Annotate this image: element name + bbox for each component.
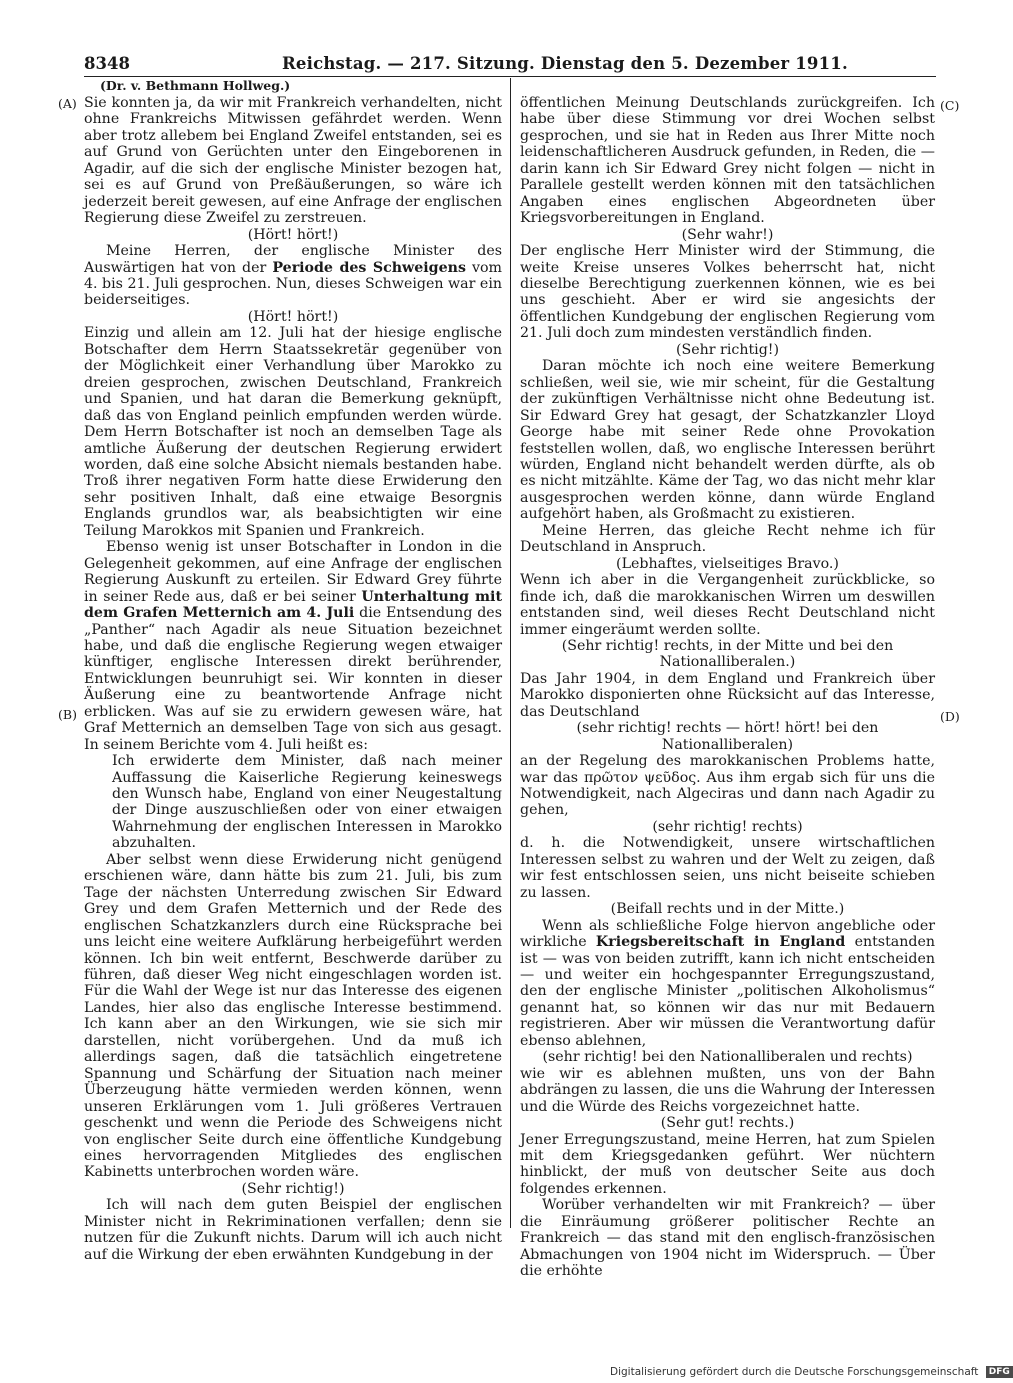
interjection: (Sehr richtig! rechts, in der Mitte und bei den Nationalliberalen.) [561,637,894,671]
text-run: entstanden ist — was von beiden zutrifft, kann ich nicht entscheiden — und weiter ein hochgespannter Erregungszustand, den der englische Minister „politischen Alkoholismus“ genannt hat, so können wir das nur mit Bedauern registrieren. Aber wir müssen die Verantwortung dafür ebenso ablehnen, [520,934,935,1049]
right-column [520,95,935,1280]
interjection: (Beifall rechts und in der Mitte.) [610,901,845,918]
interjection: (Sehr richtig!) [241,1180,345,1197]
dfg-logo: DFG [986,1366,1013,1378]
interjection: (Sehr gut! rechts.) [660,1115,795,1132]
paragraph: Der englische Herr Minister wird der Stimmung, die weite Kreise unseres Volkes beherrscht hat, nicht dieselbe Berechtigung zuerkennen können, wie es bei uns geschieht. Aber er wird sie angesichts der öffentlichen Kundgebung der englischen Regierung vom 21. Juli doch zum mindesten verständlich finden. [520,243,935,342]
paragraph: öffentlichen Meinung Deutschlands zurückgreifen. Ich habe über diese Stimmung vor drei Wochen selbst gesprochen, und sie hat in Reden aus Ihrer Mitte noch leidenschaftlicheren Ausdruck gefunden, in Reden, die — darin kann ich Sir Edward Grey nicht folgen — nicht in Parallele gestellt werden können mit den tatsächlichen Angaben eines englischen Abgeordneten über Kriegsvorbereitungen in England. [520,95,935,227]
block-quote: Ich erwiderte dem Minister, daß nach meiner Auffassung die Kaiserliche Regierung keineswegs den Wunsch habe, England von einer Neugestaltung der Dinge auszuschließen oder von einer etwaigen Wahrnehmung der englischen Interessen in Marokko abzuhalten. [112,753,502,852]
text-run: vom 4. bis 21. Juli gesprochen. Nun, dieses Schweigen war ein beiderseitiges. [84,259,503,309]
margin-marker-c: (C) [940,98,960,113]
paragraph: Jener Erregungszustand, meine Herren, hat zum Spielen mit dem Kriegsgedanken geführt. Wer nüchtern hinblickt, der muß von deutscher Seite aus doch folgendes erkennen. [520,1131,935,1197]
paragraph [520,918,935,1050]
paragraph: Meine Herren, das gleiche Recht nehme ich für Deutschland in Anspruch. [520,522,935,556]
header-rule [84,76,936,77]
emphasis: Unterhaltung mit dem Grafen Metternich am 4. Juli [84,588,502,622]
paragraph: Einzig und allein am 12. Juli hat der hiesige englische Botschafter dem Herrn Staatssekretär gegenüber von der Möglichkeit einer Verhandlung über Marokko zu dreien gesprochen, zwischen Deutschland, Frankreich und Spanien, und hat daran die Bemerkung geknüpft, daß das von England peinlich empfunden werden würde. Dem Herrn Botschafter ist noch an demselben Tage als amtliche Äußerung der deutschen Regierung erwidert worden, daß eine solche Absicht niemals bestanden habe. Troß ihrer negativen Form hatte diese Erwiderung den sehr positiven Inhalt, daß eine etwaige Besorgnis Englands grundlos war, als beabsichtigten wir eine Teilung Marokkos mit Spanien und Frankreich. [84,325,502,539]
interjection: (Lebhaftes, vielseitiges Bravo.) [616,555,839,572]
interjection: (Hört! hört!) [247,226,339,243]
paragraph [84,243,502,309]
margin-marker-d: (D) [940,709,960,724]
paragraph: Sie konnten ja, da wir mit Frankreich verhandelten, nicht ohne Frankreichs Mitwissen gefährdet werden. Wenn aber trotz allebem bei England Zweifel entstanden, sei es auf Grund von Gerüchten unter den Eingeborenen in Agadir, auf die sich der englische Minister bezogen hat, sei es auf Grund von Preßäußerungen, so wäre ich jederzeit bereit gewesen, auf eine Anfrage der englischen Regierung diese Zweifel zu zerstreuen. [84,95,502,227]
margin-marker-a: (A) [58,96,77,111]
paragraph: Worüber verhandelten wir mit Frankreich? — über die Einräumung größerer politischer Rechte an Frankreich — das stand mit den englisch-französischen Abmachungen von 1904 nicht im Widerspruch. — Über die erhöhte [520,1197,935,1280]
margin-marker-b: (B) [58,707,77,722]
page-number: 8348 [84,54,130,73]
interjection: (sehr richtig! bei den Nationalliberalen und rechts) [542,1049,913,1066]
text-run: Meine Herren, der englische Minister des Auswärtigen hat von der [84,243,502,276]
footer-credit [610,1366,1013,1378]
interjection: (Hört! hört!) [247,308,339,325]
interjection: (Sehr wahr!) [681,226,774,243]
interjection: (Sehr richtig!) [675,341,780,358]
paragraph [84,539,502,753]
interjection: (sehr richtig! rechts — hört! hört! bei den Nationalliberalen) [576,720,879,753]
text-run: die Entsendung des „Panther“ nach Agadir als neue Situation bezeichnet habe, und daß die englische Regierung wegen etwaiger künftiger, englische Interessen direkt berührender, Entwicklungen beunruhigt sei. Wir konnten in dieser Äußerung eine zu beantwortende Anfrage nicht erblicken. Was auf sie zu erwidern gewesen wäre, hat Graf Metternich an demselben Tage von sich aus gesagt. In seinem Berichte vom 4. Juli heißt es: [84,605,502,753]
footer-text: Digitalisierung gefördert durch die Deutsche Forschungsgemeinschaft [610,1366,979,1378]
text-run: Wenn als schließliche Folge hiervon angebliche oder wirkliche [520,917,935,951]
emphasis: Periode des Schweigens [272,259,466,276]
left-column [84,95,502,1263]
emphasis: Kriegsbereitschaft in England [595,934,846,951]
paragraph: Aber selbst wenn diese Erwiderung nicht genügend erschienen wäre, dann hätte bis zum 21. Juli, bis zum Tage der nächsten Unterredung zwischen Sir Edward Grey und dem Grafen Metternich und der Rede des englischen Schatzkanzlers durch eine Rücksprache bei uns leicht eine weitere Aufklärung herbeigeführt werden können. Ich bin weit entfernt, Beschwerde darüber zu führen, daß dieser Weg nicht eingeschlagen worden ist. Für die Wahl der Wege ist nur das Interesse des eigenen Landes, hier also das englische Interesse bestimmend. Ich kann aber an den Wirkungen, wie sie sich mir darstellen, nicht vorübergehen. Und da muß ich allerdings sagen, daß die tatsächlich eingetretene Spannung und Schärfung der Situation nach meiner Überzeugung hätte vermieden werden können, wenn unseren Erklärungen vom 1. Juli größeres Vertrauen geschenkt und wenn die Periode des Schweigens nicht von englischer Seite durch eine öffentliche Kundgebung eines hervorragenden Mitgliedes des englischen Kabinetts unterbrochen worden wäre. [84,851,502,1181]
column-divider [510,78,511,1228]
paragraph: Das Jahr 1904, in dem England und Frankreich über Marokko disponierten ohne Rücksicht auf das Interesse, das Deutschland [520,670,935,720]
paragraph: Wenn ich aber in die Vergangenheit zurückblicke, so finde ich, daß die marokkanischen Wirren um deswillen entstanden sind, weil dieses Recht Deutschland nicht immer eingeräumt werden sollte. [520,572,935,638]
header-title: Reichstag. — 217. Sitzung. Dienstag den 5. Dezember 1911. [282,54,848,73]
paragraph: wie wir es ablehnen mußten, uns von der Bahn abdrängen zu lassen, die uns die Wahrung der Interessen und die Würde des Reichs vorgezeichnet hatte. [520,1065,935,1115]
speaker-label: (Dr. v. Bethmann Hollweg.) [100,78,291,93]
interjection: (sehr richtig! rechts) [652,818,803,835]
paragraph: Ich will nach dem guten Beispiel der englischen Minister nicht in Rekriminationen verfallen; denn sie nutzen für die Zukunft nichts. Darum will ich auch nicht auf die Wirkung der eben erwähnten Kundgebung in der [84,1197,502,1263]
paragraph: Daran möchte ich noch eine weitere Bemerkung schließen, weil sie, wie mir scheint, für die Gestaltung der zukünftigen Verhältnisse nicht ohne Bedeutung ist. Sir Edward Grey hat gesagt, der Schatzkanzler Lloyd George habe mit seiner Rede ohne Provokation feststellen wollen, daß, wo englische Interessen berührt würden, England nicht behandelt werden dürfte, als ob es nicht mitzählte. Käme der Tag, wo das nicht mehr klar ausgesprochen werden könne, dann würde England aufgehört haben, als Großmacht zu existieren. [520,358,935,523]
paragraph: an der Regelung des marokkanischen Problems hatte, war das πρῶτον ψεῦδος. Aus ihm ergab sich für uns die Notwendigkeit, nach Algeciras und dann nach Agadir zu gehen, [520,753,935,819]
paragraph: d. h. die Notwendigkeit, unsere wirtschaftlichen Interessen selbst zu wahren und der Welt zu zeigen, daß wir fest entschlossen seien, uns nicht beiseite schieben zu lassen. [520,835,935,901]
text-run: Ebenso wenig ist unser Botschafter in London in die Gelegenheit gekommen, auf eine Anfrage der englischen Regierung Auskunft zu erteilen. Sir Edward Grey führte in seiner Rede aus, daß er bei seiner [84,539,502,605]
page-header [84,54,936,76]
